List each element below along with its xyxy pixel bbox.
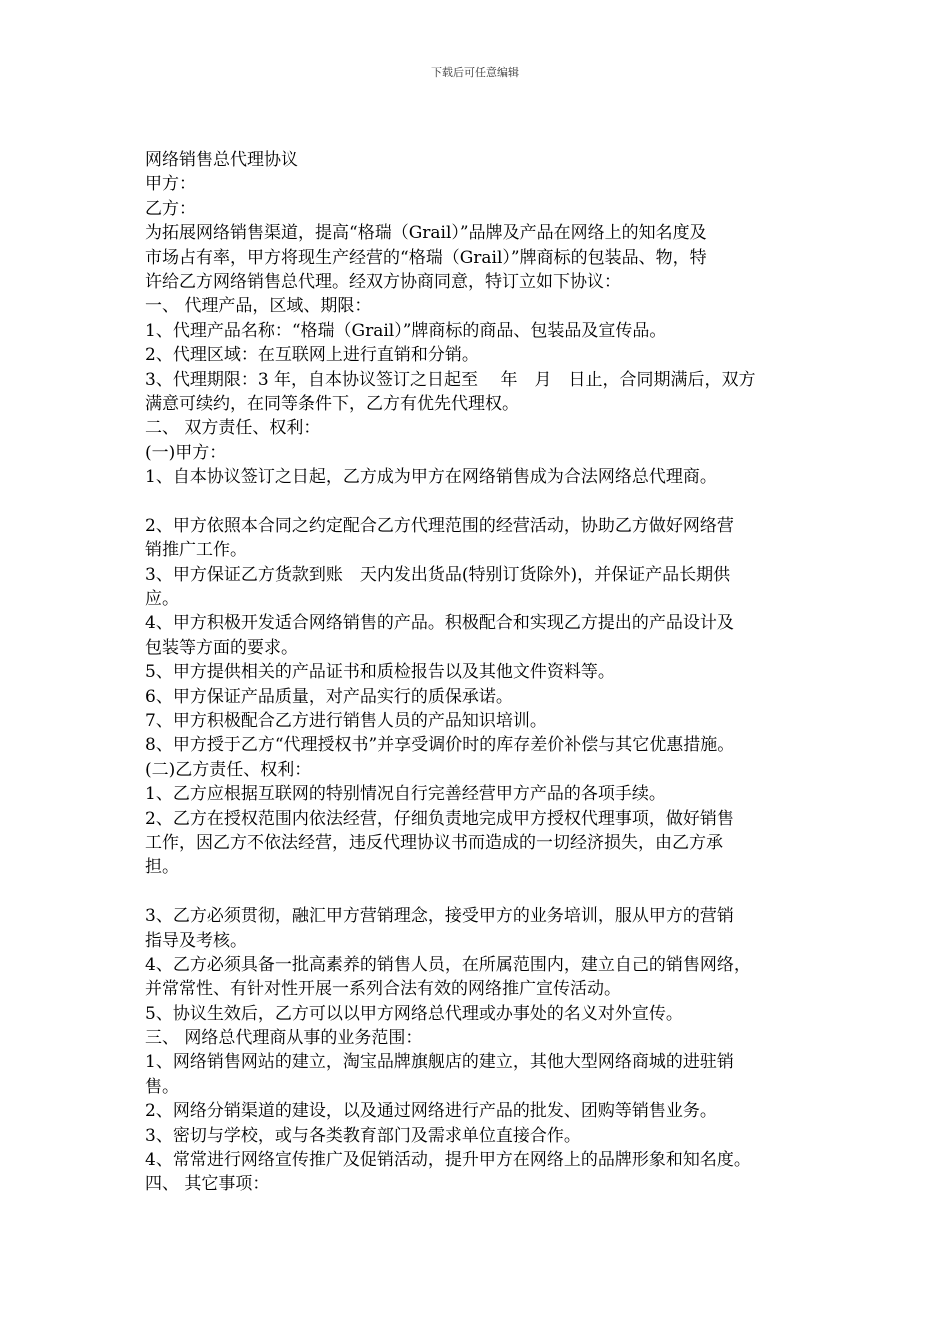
text-line: 1、自本协议签订之日起，乙方成为甲方在网络销售成为合法网络总代理商。	[145, 467, 717, 488]
text-line: 担。	[145, 857, 179, 878]
text-line: 为拓展网络销售渠道，提高“格瑞（Grail）”品牌及产品在网络上的知名度及	[145, 223, 707, 244]
text-line: 二、 双方责任、权利：	[145, 418, 321, 439]
text-line: 工作，因乙方不依法经营，违反代理协议书而造成的一切经济损失，由乙方承	[145, 832, 723, 853]
text-line: (一)甲方：	[145, 442, 227, 463]
text-line: 4、甲方积极开发适合网络销售的产品。积极配合和实现乙方提出的产品设计及	[145, 613, 734, 634]
text-line: 3、乙方必须贯彻，融汇甲方营销理念，接受甲方的业务培训，服从甲方的营销	[145, 906, 734, 927]
text-line: 乙方：	[145, 198, 196, 219]
text-line: 一、 代理产品，区域、期限：	[145, 296, 372, 317]
blank-line	[145, 489, 825, 513]
text-line: 2、代理区域：在互联网上进行直销和分销。	[145, 345, 479, 366]
text-line: 销推广工作。	[145, 540, 247, 561]
page-header-note: 下载后可任意编辑	[431, 66, 519, 79]
text-line: 8、甲方授于乙方“代理授权书”并享受调价时的库存差价补偿与其它优惠措施。	[145, 735, 735, 756]
blank-line	[145, 880, 825, 904]
text-line: 3、代理期限：3 年，自本协议签订之日起至 年 月 日止，合同期满后，双方	[145, 369, 756, 390]
text-line: 4、常常进行网络宣传推广及促销活动，提升甲方在网络上的品牌形象和知名度。	[145, 1150, 751, 1171]
text-line: 并常常性、有针对性开展一系列合法有效的网络推广宣传活动。	[145, 979, 621, 1000]
text-line: 应。	[145, 589, 179, 610]
document-title: 网络销售总代理协议	[145, 150, 298, 170]
text-line: 市场占有率，甲方将现生产经营的“格瑞（Grail）”牌商标的包装品、物，特	[145, 247, 707, 268]
text-line: 甲方：	[145, 174, 196, 195]
text-line: 7、甲方积极配合乙方进行销售人员的产品知识培训。	[145, 710, 547, 731]
text-line: 4、乙方必须具备一批高素养的销售人员，在所属范围内，建立自己的销售网络，	[145, 954, 751, 975]
text-line: 3、密切与学校，或与各类教育部门及需求单位直接合作。	[145, 1125, 581, 1146]
text-line: 2、甲方依照本合同之约定配合乙方代理范围的经营活动，协助乙方做好网络营	[145, 515, 734, 536]
text-line: 1、乙方应根据互联网的特别情况自行完善经营甲方产品的各项手续。	[145, 784, 666, 805]
text-line: 3、甲方保证乙方货款到账 天内发出货品(特别订货除外)，并保证产品长期供	[145, 564, 731, 585]
text-line: 许给乙方网络销售总代理。经双方协商同意，特订立如下协议：	[145, 271, 621, 292]
text-line: 四、 其它事项：	[145, 1174, 270, 1195]
text-line: 售。	[145, 1076, 179, 1097]
text-line: 包装等方面的要求。	[145, 637, 298, 658]
text-line: 2、网络分销渠道的建设，以及通过网络进行产品的批发、团购等销售业务。	[145, 1101, 717, 1122]
text-line: 指导及考核。	[145, 930, 247, 951]
text-line: (二)乙方责任、权利：	[145, 759, 312, 780]
text-line: 5、甲方提供相关的产品证书和质检报告以及其他文件资料等。	[145, 662, 615, 683]
text-line: 1、代理产品名称：“格瑞（Grail）”牌商标的商品、包装品及宣传品。	[145, 320, 667, 341]
text-line: 1、网络销售网站的建立，淘宝品牌旗舰店的建立，其他大型网络商城的进驻销	[145, 1052, 734, 1073]
text-line: 6、甲方保证产品质量，对产品实行的质保承诺。	[145, 686, 513, 707]
text-line: 满意可续约，在同等条件下，乙方有优先代理权。	[145, 393, 519, 414]
text-line: 三、 网络总代理商从事的业务范围：	[145, 1028, 423, 1049]
text-line: 2、乙方在授权范围内依法经营，仔细负责地完成甲方授权代理事项，做好销售	[145, 808, 734, 829]
document-body	[145, 148, 825, 1197]
text-line: 5、协议生效后，乙方可以以甲方网络总代理或办事处的名义对外宣传。	[145, 1003, 683, 1024]
